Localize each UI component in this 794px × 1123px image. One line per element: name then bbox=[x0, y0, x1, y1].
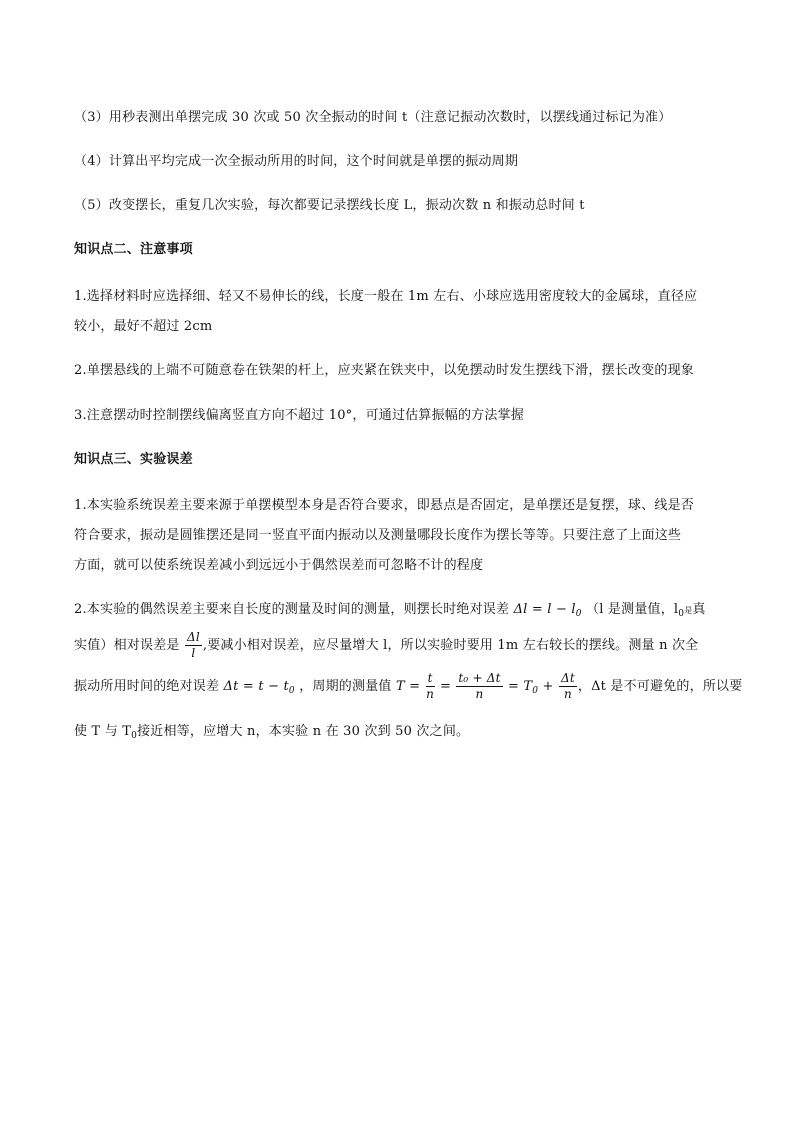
t0-term bbox=[508, 679, 554, 694]
text: 使 T 与 T bbox=[74, 724, 132, 739]
section3-p2-line3 bbox=[74, 671, 742, 702]
subscript: 0 bbox=[288, 686, 295, 696]
text: （l 是测量值，l bbox=[586, 602, 679, 617]
denominator: n bbox=[475, 687, 484, 701]
section2-p1-line1: 1.选择材料时应选择细、轻又不易伸长的线，长度一般在 1m 左右、小球应选用密度较大的金属球，直径应 bbox=[74, 289, 698, 304]
step-5: （5）改变摆长，重复几次实验，每次都要记录摆线长度 L，振动次数 n 和振动总时间 t bbox=[74, 198, 585, 213]
text: ，Δt 是不可避免的，所以要 bbox=[577, 679, 743, 694]
section3-p2-line4 bbox=[74, 720, 469, 741]
text: 2.本实验的偶然误差主要来自长度的测量及时间的测量，则摆长时绝对误差 bbox=[74, 602, 510, 617]
numerator: Δl bbox=[186, 630, 200, 644]
subscript: 0 bbox=[532, 686, 539, 696]
section3-p2-line2 bbox=[74, 630, 698, 661]
text: ,要减小相对误差，应尽量增大 l，所以实验时要用 1m 左右较长的摆线。测量 n 次全 bbox=[202, 638, 699, 653]
text: 振动所用时间的绝对误差 bbox=[74, 679, 220, 694]
section3-p1-line3: 方面，就可以使系统误差减小到远远小于偶然误差而可忽略不计的程度 bbox=[74, 558, 484, 573]
section2-p1-line2: 较小，最好不超过 2cm bbox=[74, 319, 213, 334]
text: ，周期的测量值 bbox=[299, 679, 392, 694]
text: 真 bbox=[692, 602, 706, 617]
formula-text: Δt = t − t bbox=[223, 679, 289, 694]
small-text: 是 bbox=[684, 606, 693, 615]
text: 接近相等，应增大 n，本实验 n 在 30 次到 50 次之间。 bbox=[137, 724, 470, 739]
section2-p3: 3.注意摆动时控制摆线偏离竖直方向不超过 10°，可通过估算振幅的方法掌握 bbox=[74, 408, 524, 423]
formula-text: = T bbox=[507, 679, 533, 694]
step-3: （3）用秒表测出单摆完成 30 次或 50 次全振动的时间 t（注意记振动次数时，以摆线通过标记为准） bbox=[74, 110, 672, 125]
formula-text: Δl = l − l bbox=[513, 602, 576, 617]
section3-p1-line1: 1.本实验系统误差主要来源于单摆模型本身是否符合要求，即悬点是否固定，是单摆还是复摆，球、线是否 bbox=[74, 498, 695, 513]
relative-error-fraction bbox=[185, 630, 202, 661]
subscript: 0 bbox=[131, 731, 138, 741]
equals-sign: = bbox=[439, 679, 452, 694]
fraction-t-over-n bbox=[426, 671, 435, 702]
denominator: n bbox=[563, 687, 572, 701]
abs-error-formula bbox=[514, 602, 582, 617]
numerator: t bbox=[427, 671, 433, 685]
fraction-t0-plus-dt-over-n bbox=[456, 671, 502, 702]
section3-p2-line1 bbox=[74, 598, 706, 619]
denominator: n bbox=[426, 687, 435, 701]
plus-sign: + bbox=[542, 679, 554, 694]
section2-p2: 2.单摆悬线的上端不可随意卷在铁架的杆上，应夹紧在铁夹中，以免摆动时发生摆线下滑，摆长改变的现象 bbox=[74, 363, 695, 378]
numerator: t₀ + Δt bbox=[458, 671, 501, 685]
text: 实值）相对误差是 bbox=[74, 638, 180, 653]
time-error-formula bbox=[224, 679, 295, 694]
step-4: （4）计算出平均完成一次全振动所用的时间，这个时间就是单摆的振动周期 bbox=[74, 154, 519, 169]
section2-heading: 知识点二、注意事项 bbox=[74, 242, 193, 257]
denominator: l bbox=[191, 646, 196, 660]
section3-p1-line2: 符合要求，振动是圆锥摆还是同一竖直平面内振动以及测量哪段长度作为摆长等等。只要注意了上面这些 bbox=[74, 528, 682, 543]
period-symbol: T = bbox=[395, 679, 421, 694]
subscript: 0 bbox=[575, 609, 582, 619]
section3-heading: 知识点三、实验误差 bbox=[74, 452, 193, 467]
fraction-dt-over-n bbox=[559, 671, 577, 702]
subscript: 0 bbox=[678, 609, 685, 619]
numerator: Δt bbox=[560, 671, 575, 685]
